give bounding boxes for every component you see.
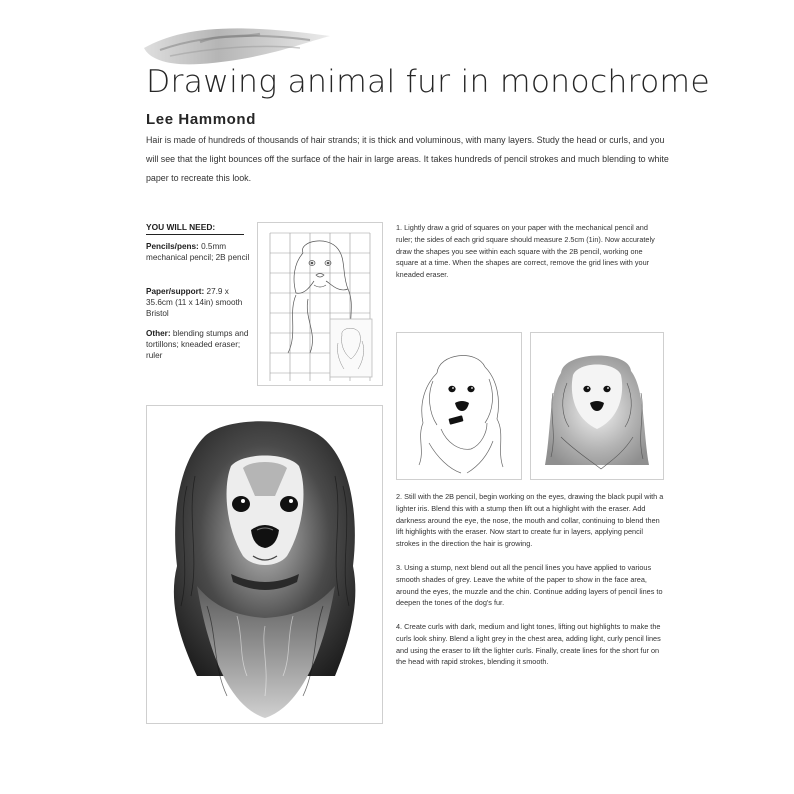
step-4-text: 4. Create curls with dark, medium and light tones, lifting out highlights to make the curls look shiny. Blend a light grey in the chest area, adding light, curly pencil lines and using the eraser to lift the lighter curls. Finally, create lines for the short fur on the head with rapid strokes, blending it smooth. xyxy=(396,622,661,667)
intro-paragraph: Hair is made of hundreds of thousands of hair strands; it is thick and voluminous, with many layers. Study the head or curls, and you will see that the light bounces off the surface of the hair in large areas. It takes hundreds of pencil strokes and much blending to white paper to recreate this look. xyxy=(146,135,669,183)
brush-stroke-decoration xyxy=(140,14,335,70)
materials-text: 0.5mm mechanical pencil; 2B pencil xyxy=(146,242,250,263)
page-title: Drawing animal fur in monochrome xyxy=(146,64,710,100)
step2-early-drawing-image xyxy=(396,332,522,480)
materials-heading: YOU WILL NEED: xyxy=(146,222,244,235)
step-3-text: 3. Using a stump, next blend out all the pencil lines you have applied to various smooth shades of grey. Leave the white of the paper to show in the face area, around the eyes, the muzzle and the chin. Continue adding layers of pencil lines to deepen the tones of the dog's fur. xyxy=(396,563,663,608)
materials-label: Pencils/pens: xyxy=(146,242,199,251)
materials-item-paper xyxy=(146,286,254,320)
materials-text: 27.9 x 35.6cm (11 x 14in) smooth Bristol xyxy=(146,287,243,319)
materials-item-other xyxy=(146,328,254,362)
materials-label: Other: xyxy=(146,329,171,338)
step3-blended-drawing-image xyxy=(530,332,664,480)
materials-text: blending stumps and tortillons; kneaded eraser; ruler xyxy=(146,329,249,361)
step-1-text: 1. Lightly draw a grid of squares on your paper with the mechanical pencil and ruler; the sides of each grid square should measure 2.5cm (1in). Now accurately draw the shapes you see within each square with the 2B pencil, working one square at a time. When the shapes are correct, remove the grid lines with your kneaded eraser. xyxy=(396,223,655,280)
step-2-text: 2. Still with the 2B pencil, begin working on the eyes, drawing the black pupil with a lighter iris. Blend this with a stump then lift out a highlight with the eraser. Add darkness around the eye, the nose, the mouth and collar, continuing to blend then lift highlights with the eraser. Now start to create fur in layers, applying pencil strokes in the direction the hair is growing. xyxy=(396,492,664,549)
step1-grid-sketch-image xyxy=(257,222,383,386)
materials-item-pencils xyxy=(146,241,254,263)
step4-final-drawing-image xyxy=(146,405,383,724)
materials-label: Paper/support: xyxy=(146,287,205,296)
author-name: Lee Hammond xyxy=(146,111,256,128)
